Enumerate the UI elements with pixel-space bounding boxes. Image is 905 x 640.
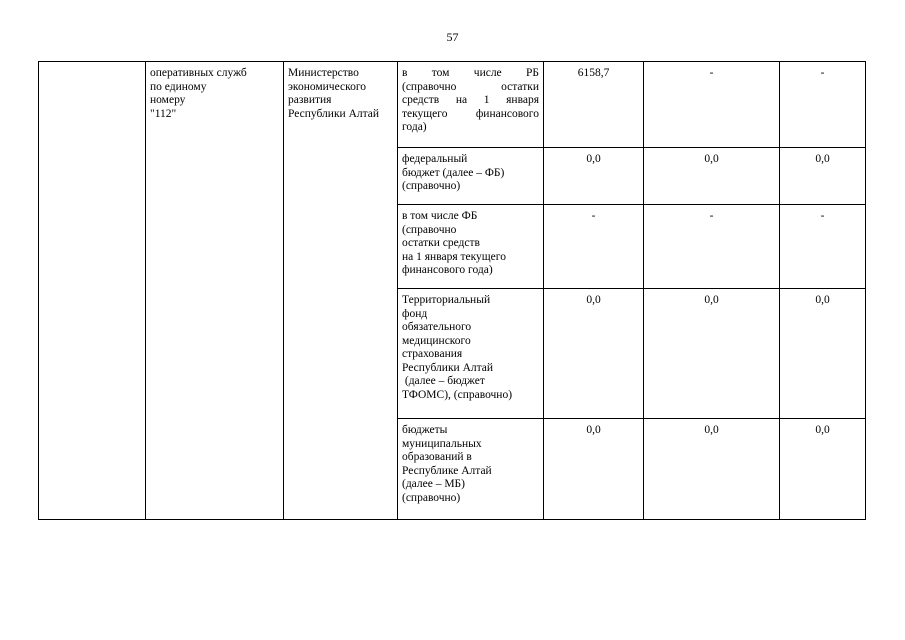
funding-source-line: бюджеты [402, 424, 448, 436]
table-row [39, 62, 866, 148]
funding-source-line: на 1 января текущего [402, 250, 506, 263]
value-cell: - [644, 62, 780, 148]
value-cell: 0,0 [780, 289, 866, 419]
program-name-line: номеру [150, 94, 186, 106]
funding-source-line: Республики Алтай [402, 361, 494, 374]
funding-source-line: (далее – МБ) [402, 478, 465, 490]
funding-source-line: средств на 1 января [402, 94, 539, 106]
program-name-line: оперативных служб [150, 67, 247, 79]
funding-source-line: года) [402, 121, 427, 133]
value-cell: - [780, 62, 866, 148]
funding-source-line: текущего финансового [402, 107, 539, 120]
executor-line: Республики Алтай [288, 107, 380, 120]
value-cell: 0,0 [644, 148, 780, 205]
program-name-line: по единому [150, 80, 207, 93]
value-cell: 0,0 [544, 419, 644, 520]
funding-source-cell [398, 62, 544, 148]
funding-source-cell [398, 205, 544, 289]
value-cell: - [780, 205, 866, 289]
funding-source-line: образований в [402, 451, 472, 463]
funding-source-line: бюджет (далее – ФБ) [402, 166, 505, 179]
funding-source-line: федеральный [402, 153, 468, 165]
funding-source-line: обязательного [402, 321, 472, 333]
funding-source-line: (далее – бюджет [402, 375, 485, 387]
funding-source-line: (справочно) [402, 491, 461, 504]
funding-source-cell [398, 289, 544, 419]
program-name-cell [146, 62, 284, 520]
page-number: 57 [446, 30, 459, 44]
funding-source-line: медицинского [402, 334, 471, 347]
value-cell: 0,0 [544, 289, 644, 419]
program-name-line: "112" [150, 107, 177, 120]
funding-source-line: страхования [402, 348, 463, 360]
empty-cell [39, 62, 146, 520]
funding-source-line: фонд [402, 307, 428, 320]
funding-source-cell [398, 148, 544, 205]
budget-table [38, 61, 866, 520]
funding-source-line: остатки средств [402, 237, 480, 249]
value-cell: 0,0 [644, 419, 780, 520]
funding-source-line: Территориальный [402, 294, 491, 306]
executor-cell [284, 62, 398, 520]
funding-source-line: в том числе ФБ [402, 210, 478, 222]
funding-source-line: в том числе РБ [402, 67, 539, 79]
value-cell: 0,0 [544, 148, 644, 205]
funding-source-line: ТФОМС), (справочно) [402, 388, 513, 401]
value-cell: 0,0 [780, 148, 866, 205]
value-cell: 0,0 [644, 289, 780, 419]
funding-source-line: Республике Алтай [402, 464, 492, 477]
value-cell: 6158,7 [544, 62, 644, 148]
funding-source-line: финансового года) [402, 264, 493, 276]
executor-line: Министерство [288, 67, 359, 79]
value-cell: - [644, 205, 780, 289]
funding-source-line: (справочно остатки [402, 80, 539, 93]
value-cell: - [544, 205, 644, 289]
value-cell: 0,0 [780, 419, 866, 520]
funding-source-line: (справочно [402, 223, 457, 236]
executor-line: экономического [288, 80, 367, 93]
executor-line: развития [288, 94, 332, 106]
funding-source-cell [398, 419, 544, 520]
funding-source-line: (справочно) [402, 180, 461, 192]
funding-source-line: муниципальных [402, 437, 482, 450]
